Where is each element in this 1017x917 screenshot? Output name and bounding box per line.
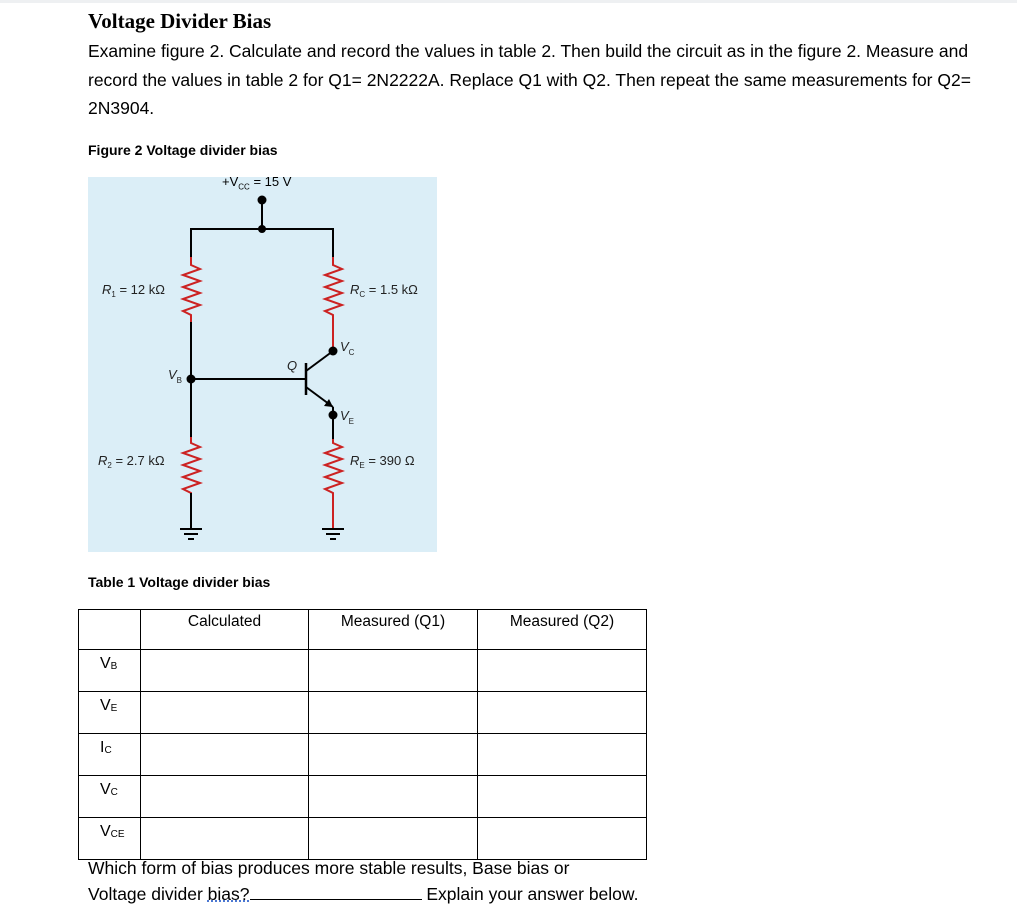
q-label: Q [287,358,298,373]
bias-link[interactable]: bias? [207,884,250,904]
ve-label: $V_E$ [340,408,355,426]
cell-measured-q2[interactable] [478,734,647,776]
header-empty [79,610,141,650]
ground-left [180,529,202,539]
table-row [79,818,647,860]
page-top-edge [0,0,1017,3]
cell-measured-q1[interactable] [309,734,478,776]
cell-calculated[interactable] [141,776,309,818]
cell-measured-q2[interactable] [478,776,647,818]
cell-calculated[interactable] [141,650,309,692]
cell-measured-q2[interactable] [478,818,647,860]
table-row [79,692,647,734]
table-row [79,776,647,818]
cell-calculated[interactable] [141,818,309,860]
vcc-label: $+V_{CC} = 15$ V [222,174,292,192]
re-resistor [325,439,342,529]
header-measured-q1: Measured (Q1) [309,610,478,650]
answer-blank[interactable] [250,881,422,900]
top-rail [191,229,333,257]
question-line-1: Which form of bias produces more stable results, Base bias or [88,858,570,878]
cell-measured-q1[interactable] [309,650,478,692]
r2-label: $R_2 = 2.7$ kΩ [98,453,165,470]
row-label-ic: $I_C$ [79,734,141,776]
table-header-row [79,610,647,650]
table-caption: Table 1 Voltage divider bias [88,574,271,590]
header-calculated: Calculated [141,610,309,650]
row-label-vce: $V_{CE}$ [79,818,141,860]
rc-label: $R_C = 1.5$ kΩ [350,282,418,299]
table-row [79,650,647,692]
cell-measured-q1[interactable] [309,692,478,734]
question-paragraph [88,856,708,907]
row-label-vb: $V_B$ [79,650,141,692]
cell-measured-q2[interactable] [478,692,647,734]
cell-measured-q2[interactable] [478,650,647,692]
row-label-ve: $V_E$ [79,692,141,734]
cell-measured-q1[interactable] [309,818,478,860]
circuit-figure [88,177,437,552]
table-row [79,734,647,776]
rc-resistor [325,257,342,349]
cell-measured-q1[interactable] [309,776,478,818]
cell-calculated[interactable] [141,734,309,776]
re-label: $R_E = 390$ Ω [350,453,415,470]
header-measured-q2: Measured (Q2) [478,610,647,650]
vb-label: $V_B$ [168,367,183,385]
r1-resistor [183,257,200,322]
circuit-diagram [88,177,437,552]
transistor-collector [306,351,333,371]
r1-label: $R_1 = 12$ kΩ [102,282,165,299]
ground-right [322,529,344,539]
measurement-table [78,609,647,860]
cell-calculated[interactable] [141,692,309,734]
page-title: Voltage Divider Bias [88,9,272,33]
row-label-vc: $V_C$ [79,776,141,818]
question-line-2: Voltage divider bias? Explain your answer below. [88,881,708,907]
instructions-paragraph: Examine figure 2. Calculate and record the values in table 2. Then build the circuit as in the figure 2. Measure and record the values in table 2 for Q1= 2N2222A. Replace Q1 with Q2. Then repeat the same measurements for Q2= 2N3904. [88,41,971,118]
figure-caption: Figure 2 Voltage divider bias [88,142,278,158]
vc-label: $V_C$ [340,339,355,357]
